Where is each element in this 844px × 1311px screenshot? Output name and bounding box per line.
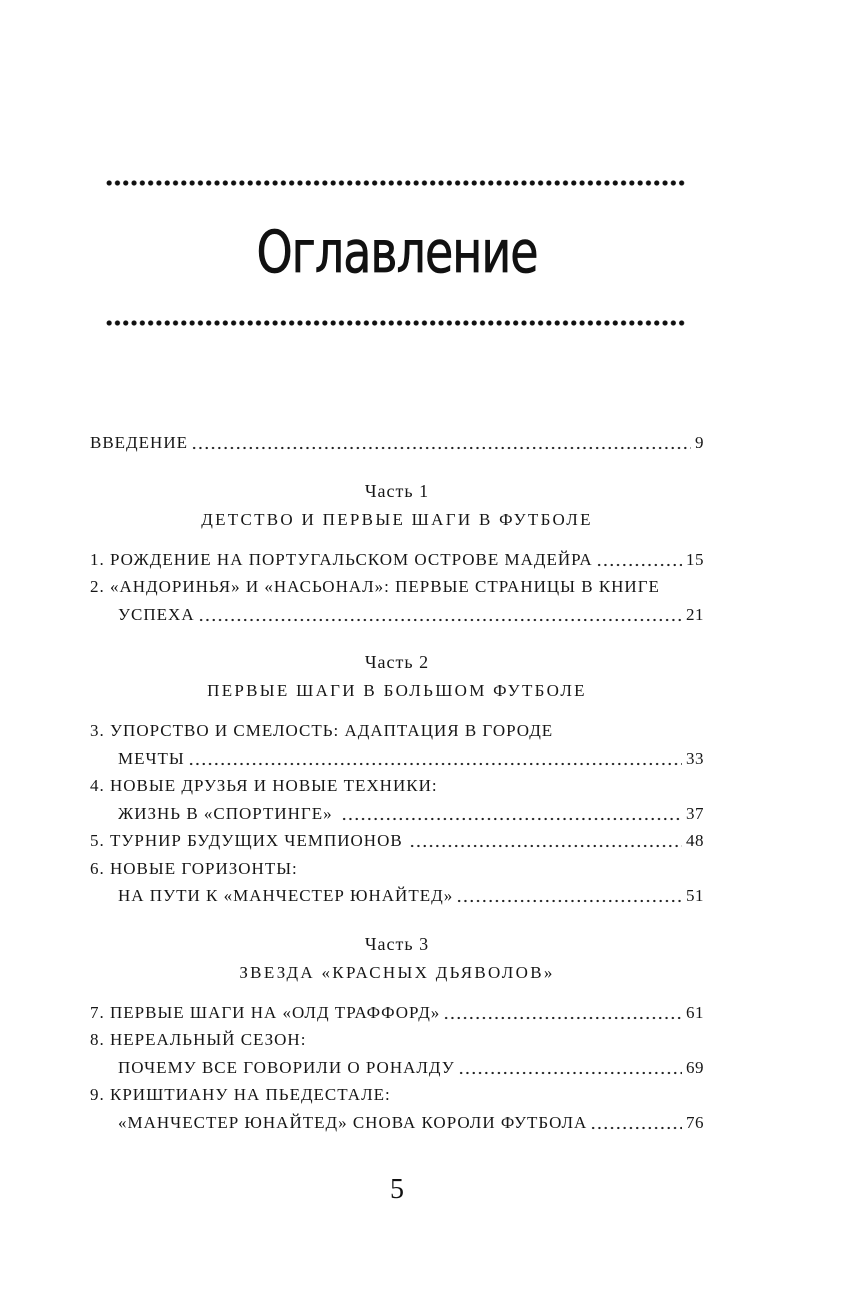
entry-title-line: 8. НЕРЕАЛЬНЫЙ СЕЗОН:: [90, 1030, 307, 1049]
entry-page-number: 69: [686, 1057, 704, 1077]
entry-title: ПОЧЕМУ ВСЕ ГОВОРИЛИ О РОНАЛДУ: [118, 1057, 455, 1077]
toc-chapter-9: [90, 1081, 704, 1136]
entry-continuation: [90, 601, 704, 629]
dot-leader: [409, 827, 682, 855]
part-label: Часть 3: [364, 933, 430, 954]
toc-chapter-6: [90, 855, 704, 910]
part-label: Часть 2: [364, 652, 430, 672]
entry-page-number: 76: [686, 1112, 704, 1132]
entry-title-line: 3. УПОРСТВО И СМЕЛОСТЬ: АДАПТАЦИЯ В ГОРОДЕ: [90, 721, 554, 740]
entry-title: ЖИЗНЬ В «СПОРТИНГЕ»: [118, 803, 333, 823]
dot-leader: [596, 546, 682, 574]
part-title: ПЕРВЫЕ ШАГИ В БОЛЬШОМ ФУТБОЛЕ: [207, 681, 587, 700]
entry-page-number: 9: [695, 433, 704, 452]
toc-chapter-7: [90, 999, 704, 1027]
page-number: 5: [390, 1174, 404, 1205]
table-of-contents: [90, 429, 704, 1136]
dot-leader: [443, 999, 682, 1027]
entry-continuation: [90, 745, 704, 773]
toc-chapter-8: [90, 1026, 704, 1081]
toc-entry-intro: [90, 429, 704, 457]
entry-title-line: 6. НОВЫЕ ГОРИЗОНТЫ:: [90, 858, 298, 878]
dot-leader: [341, 800, 682, 828]
entry-page-number: 37: [686, 803, 704, 823]
part-entries: [90, 546, 704, 629]
toc-chapter-4: [90, 772, 704, 827]
toc-part-3: [90, 930, 704, 1137]
entry-title: ВВЕДЕНИЕ: [90, 433, 188, 452]
entry-continuation: [90, 800, 704, 828]
entry-continuation: [90, 1054, 704, 1082]
entry-title-line: 4. НОВЫЕ ДРУЗЬЯ И НОВЫЕ ТЕХНИКИ:: [90, 776, 438, 795]
dot-leader: [590, 1109, 682, 1137]
toc-chapter-2: [90, 573, 704, 628]
entry-continuation: [90, 1109, 704, 1137]
entry-page-number: 61: [686, 1002, 704, 1022]
entry-page-number: 51: [686, 886, 704, 905]
part-label: Часть 1: [364, 480, 430, 501]
toc-chapter-5: [90, 827, 704, 855]
bottom-dotted-rule: [105, 320, 686, 326]
toc-part-1: [90, 477, 704, 629]
dot-leader: [458, 1054, 682, 1082]
entry-title: 5. ТУРНИР БУДУЩИХ ЧЕМПИОНОВ: [90, 831, 403, 850]
part-entries: [90, 717, 704, 910]
entry-title-line: 9. КРИШТИАНУ НА ПЬЕДЕСТАЛЕ:: [90, 1085, 391, 1104]
part-title: ДЕТСТВО И ПЕРВЫЕ ШАГИ В ФУТБОЛЕ: [201, 509, 593, 529]
entry-page-number: 33: [686, 748, 704, 768]
toc-chapter-1: [90, 546, 704, 574]
entry-title: НА ПУТИ К «МАНЧЕСТЕР ЮНАЙТЕД»: [118, 886, 454, 905]
part-entries: [90, 999, 704, 1137]
dot-leader: [191, 429, 691, 457]
entry-title: «МАНЧЕСТЕР ЮНАЙТЕД» СНОВА КОРОЛИ ФУТБОЛА: [118, 1112, 588, 1132]
entry-page-number: 15: [686, 549, 704, 569]
entry-title: 1. РОЖДЕНИЕ НА ПОРТУГАЛЬСКОМ ОСТРОВЕ МАДЕЙРА: [90, 549, 593, 569]
toc-chapter-3: [90, 717, 704, 772]
page-title: Оглавление: [256, 218, 538, 286]
dot-leader: [188, 745, 682, 773]
entry-title: МЕЧТЫ: [118, 748, 185, 768]
entry-page-number: 48: [686, 831, 704, 850]
dot-leader: [456, 882, 682, 910]
top-dotted-rule: [105, 180, 686, 186]
part-title: ЗВЕЗДА «КРАСНЫХ ДЬЯВОЛОВ»: [239, 962, 555, 982]
entry-continuation: [90, 882, 704, 910]
entry-title: 7. ПЕРВЫЕ ШАГИ НА «ОЛД ТРАФФОРД»: [90, 1002, 441, 1022]
entry-title: УСПЕХА: [118, 604, 195, 624]
dot-leader: [198, 601, 682, 629]
entry-page-number: 21: [686, 604, 704, 624]
entry-title-line: 2. «АНДОРИНЬЯ» И «НАСЬОНАЛ»: ПЕРВЫЕ СТРАНИЦЫ В КНИГЕ: [90, 577, 660, 596]
toc-part-2: [90, 648, 704, 910]
